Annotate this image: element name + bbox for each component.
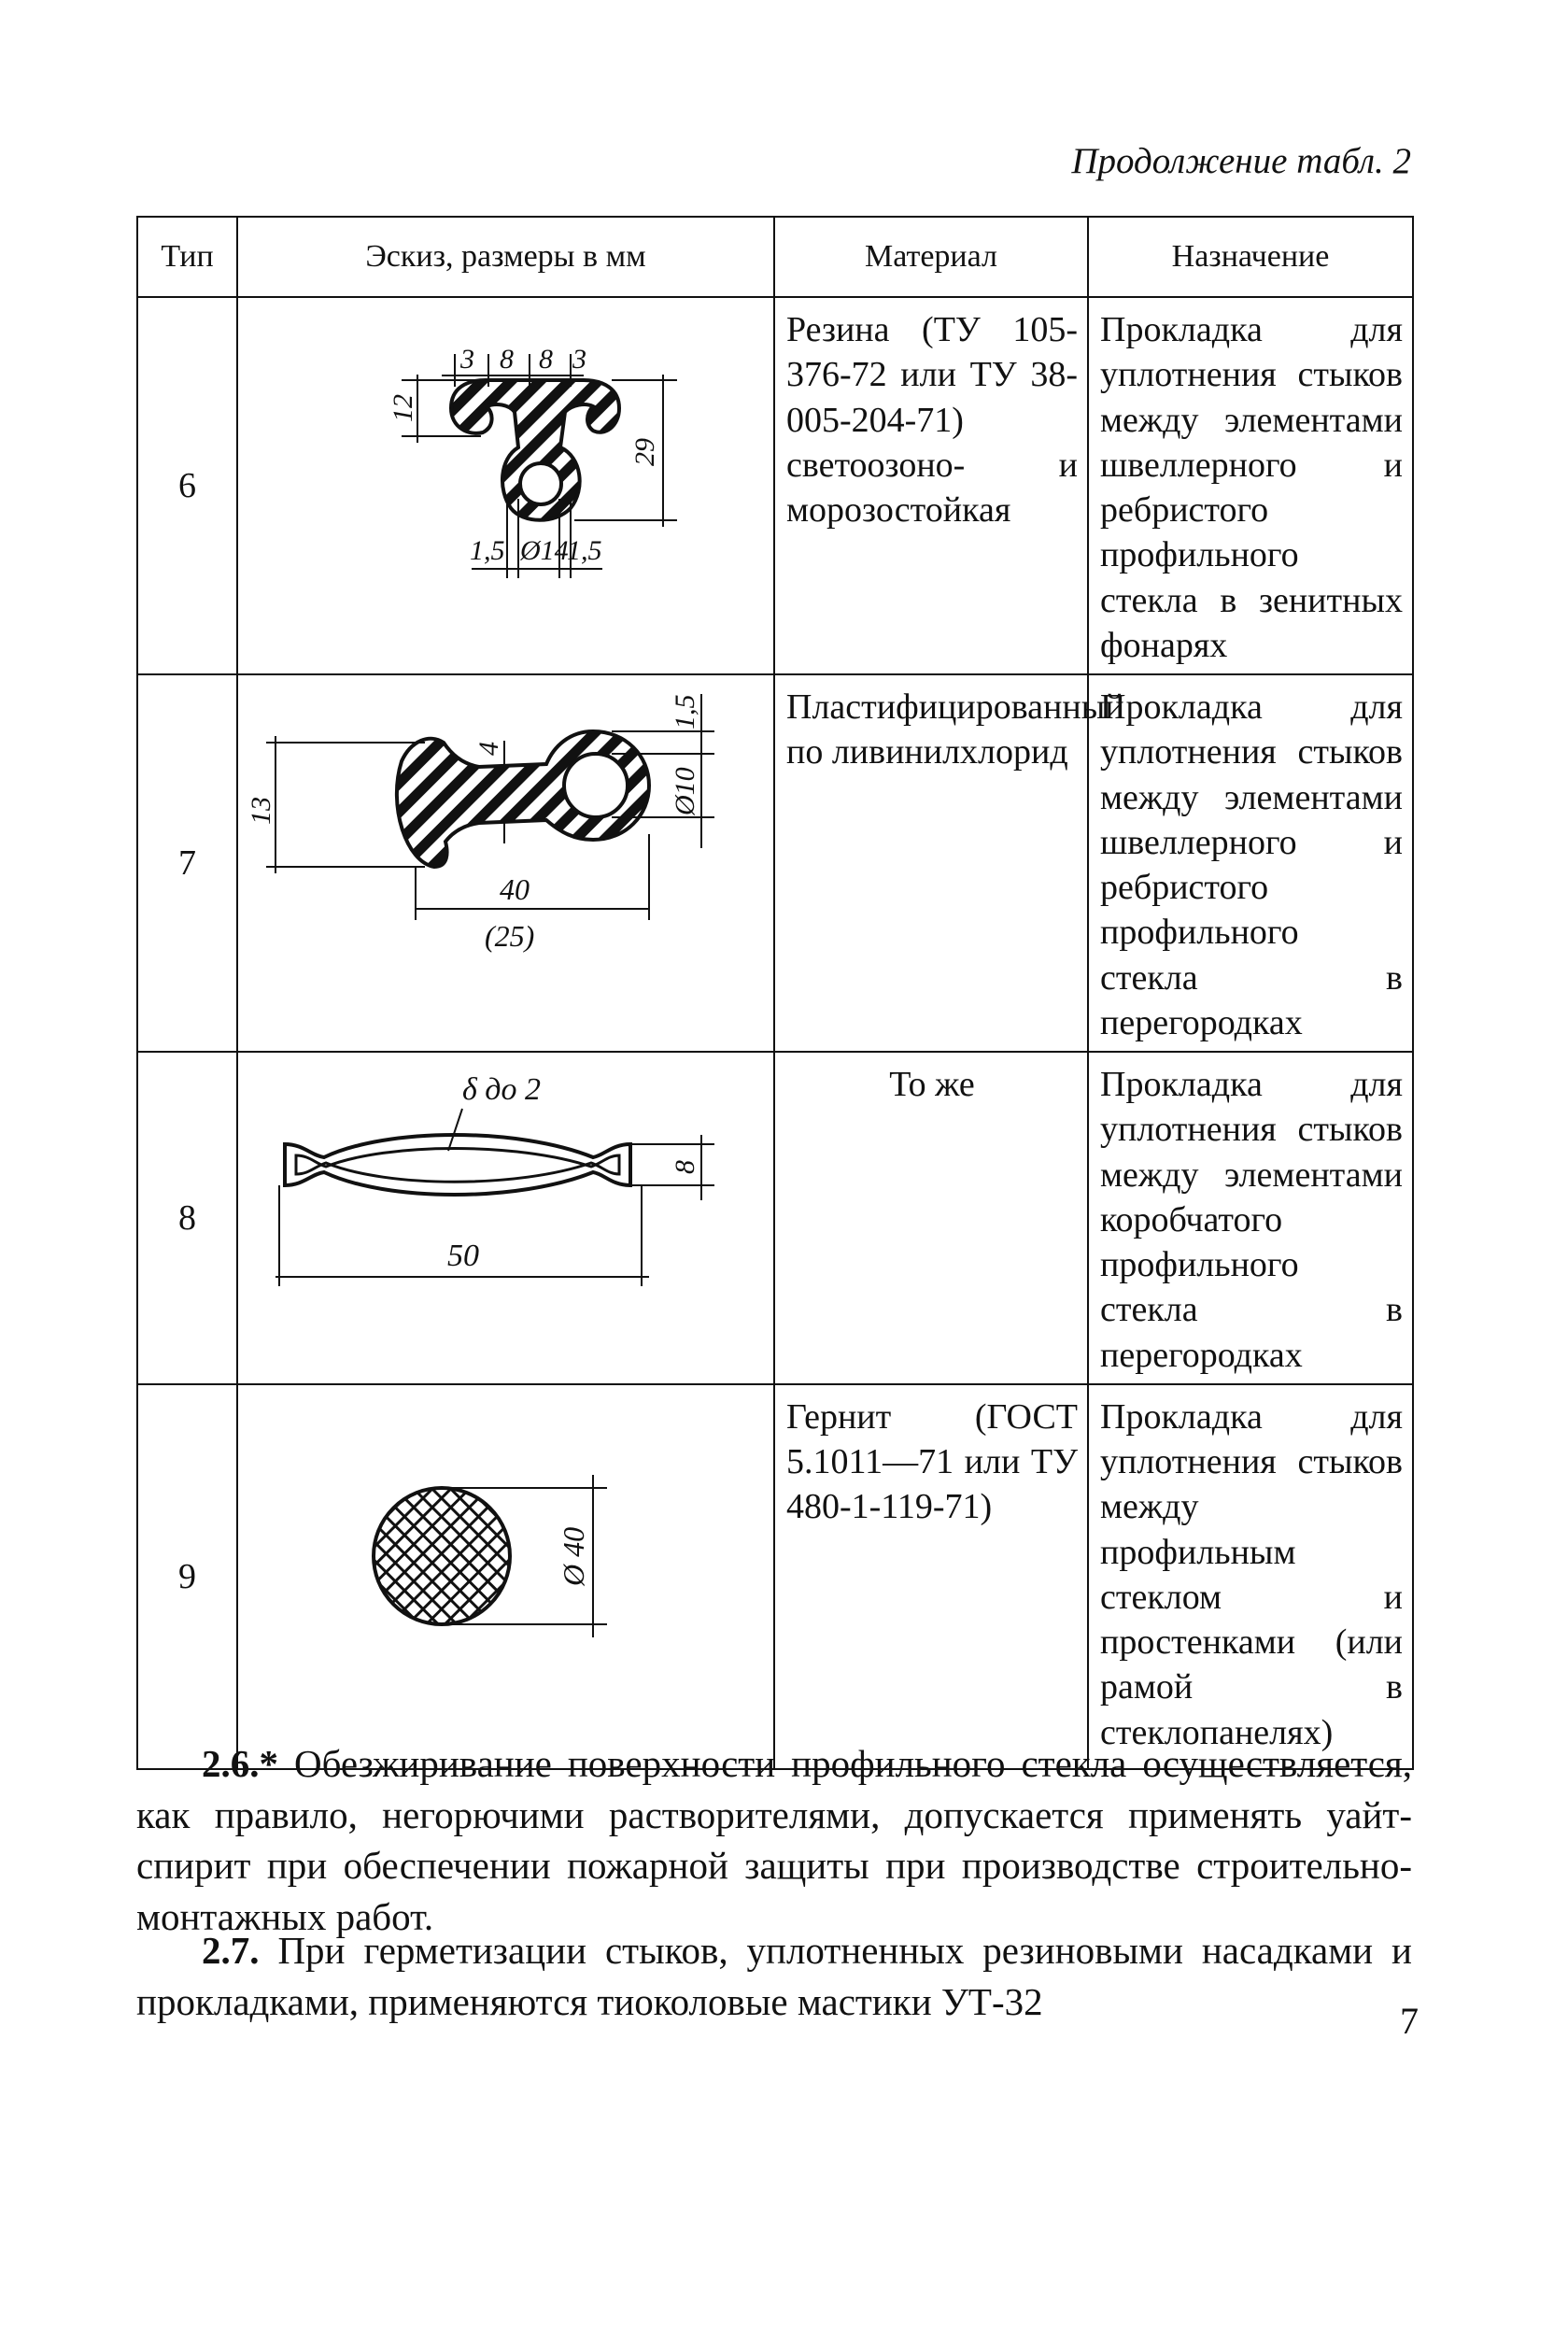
row-type: 6 (137, 297, 237, 674)
row-purpose: Прокладка для уплотнения стыков между элементами швеллерного и ребристого профильного стекла в перегородках (1088, 674, 1413, 1052)
dim-label: 3 (572, 344, 586, 375)
dim-label: 1,5 (470, 535, 505, 566)
gasket-sketch-type6 (238, 298, 773, 630)
table-header-row (137, 217, 1413, 297)
sketch-cell (237, 1052, 774, 1384)
table-row (137, 297, 1413, 674)
dim-label: 12 (388, 394, 418, 422)
row-type: 8 (137, 1052, 237, 1384)
row-material: Резина (ТУ 105-376-72 или ТУ 38-005-204-71) светоозоно- и морозостойкая (774, 297, 1088, 674)
row-material: То же (774, 1052, 1088, 1384)
gasket-sketch-type9 (238, 1385, 773, 1766)
row-material: Гернит (ГОСТ 5.1011—71 или ТУ 480-1-119-71) (774, 1384, 1088, 1769)
dim-label: 3 (460, 344, 474, 375)
gasket-sketch-type7 (238, 675, 773, 1008)
header-material: Материал (774, 217, 1088, 297)
dim-label: (25) (485, 919, 535, 953)
dim-label: 1,5 (670, 694, 700, 729)
table-row (137, 674, 1413, 1052)
paragraph-number: 2.6.* (202, 1742, 278, 1785)
dim-label: 4 (473, 742, 504, 756)
dim-label: 40 (500, 872, 530, 906)
gasket-sketch-type8 (238, 1053, 773, 1344)
paragraph-text: Обезжиривание поверхности профильного стекла осуществляется, как правило, негорючими растворителями, допускается применять уайт-спирит при обеспечении пожарной защиты при производстве строительно-монтажных работ. (136, 1742, 1412, 1938)
paragraph-text: При герметизации стыков, уплотненных резиновыми насадками и прокладками, применяются тиоколовые мастики УТ-32 (136, 1929, 1412, 2023)
row-type: 7 (137, 674, 237, 1052)
dim-label: 13 (246, 797, 276, 825)
dim-label: 29 (629, 438, 660, 466)
dim-label: Ø14 (520, 535, 569, 566)
dim-label: 8 (539, 344, 553, 375)
dim-label: 1,5 (567, 535, 602, 566)
paragraph-number: 2.7. (202, 1929, 260, 1972)
header-type: Тип (137, 217, 237, 297)
paragraph-2-6 (136, 1738, 1412, 1942)
dim-label: 8 (500, 344, 514, 375)
row-material: Пластифицированный по ливинилхлорид (774, 674, 1088, 1052)
table-row (137, 1384, 1413, 1769)
gasket-table (136, 216, 1414, 1770)
paragraph-2-7 (136, 1925, 1412, 2027)
dim-label: 50 (447, 1239, 479, 1273)
row-type: 9 (137, 1384, 237, 1769)
dim-label: Ø 40 (557, 1526, 590, 1586)
sketch-cell (237, 1384, 774, 1769)
row-purpose: Прокладка для уплотнения стыков между элементами швеллерного и ребристого профильного стекла в зенитных фонарях (1088, 297, 1413, 674)
header-purpose: Назначение (1088, 217, 1413, 297)
table-row (137, 1052, 1413, 1384)
dim-label: δ до 2 (462, 1072, 542, 1107)
dim-label: 8 (670, 1160, 700, 1174)
row-purpose: Прокладка для уплотнения стыков между профильным стеклом и простенками (или рамой в стеклопанелях) (1088, 1384, 1413, 1769)
dim-label: Ø10 (670, 767, 700, 815)
header-sketch: Эскиз, размеры в мм (237, 217, 774, 297)
continuation-label: Продолжение табл. 2 (1071, 141, 1411, 181)
page-number: 7 (1400, 2000, 1419, 2042)
row-purpose: Прокладка для уплотнения стыков между элементами коробчатого профильного стекла в перегородках (1088, 1052, 1413, 1384)
sketch-cell (237, 674, 774, 1052)
sketch-cell (237, 297, 774, 674)
